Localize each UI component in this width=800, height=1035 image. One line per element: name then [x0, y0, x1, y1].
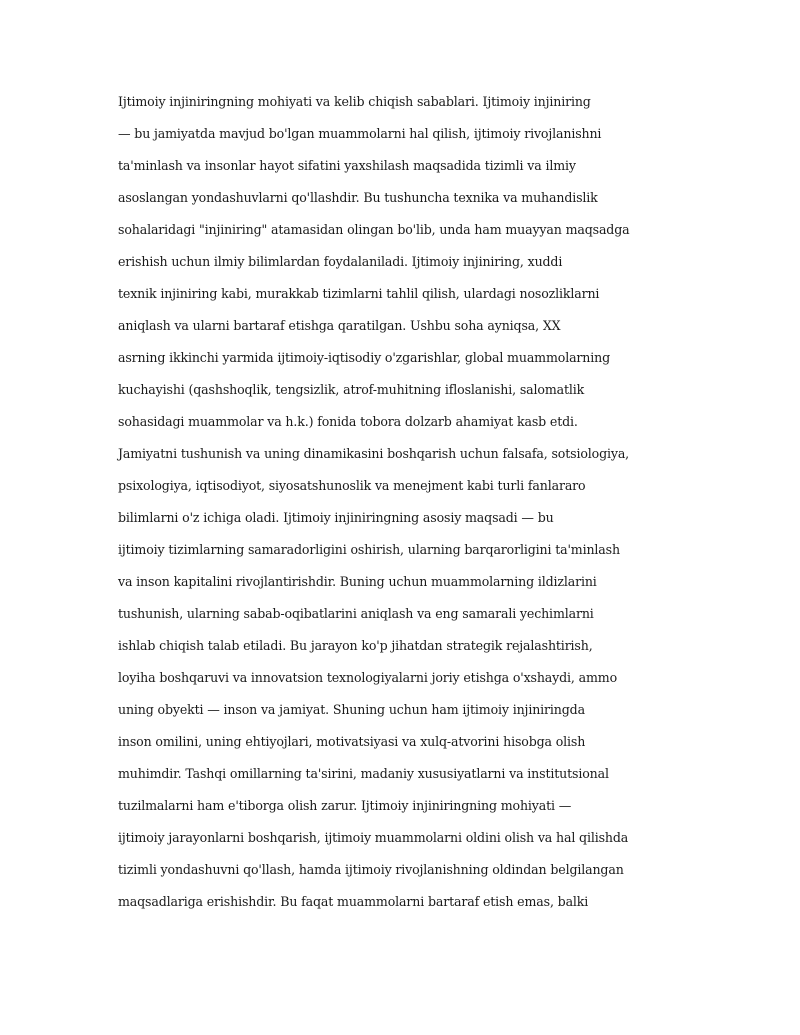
text-line: tushunish, ularning sabab-oqibatlarini aniqlash va eng samarali yechimlarni	[118, 606, 594, 621]
text-line: ijtimoiy tizimlarning samaradorligini oshirish, ularning barqarorligini ta'minlash	[118, 542, 620, 557]
text-line: — bu jamiyatda mavjud bo'lgan muammolarni hal qilish, ijtimoiy rivojlanishni	[118, 126, 602, 141]
text-line: ishlab chiqish talab etiladi. Bu jarayon ko'p jihatdan strategik rejalashtirish,	[118, 638, 593, 653]
text-line: ta'minlash va insonlar hayot sifatini yaxshilash maqsadida tizimli va ilmiy	[118, 158, 576, 173]
text-line: Ijtimoiy injiniringning mohiyati va kelib chiqish sabablari. Ijtimoiy injiniring	[118, 94, 591, 109]
body-text	[118, 92, 718, 924]
text-line: aniqlash va ularni bartaraf etishga qaratilgan. Ushbu soha ayniqsa, XX	[118, 318, 561, 333]
text-line: tuzilmalarni ham e'tiborga olish zarur. Ijtimoiy injiniringning mohiyati —	[118, 798, 572, 813]
text-line: inson omilini, uning ehtiyojlari, motivatsiyasi va xulq-atvorini hisobga olish	[118, 734, 586, 749]
text-line: Jamiyatni tushunish va uning dinamikasini boshqarish uchun falsafa, sotsiologiya,	[118, 446, 630, 461]
text-line: asrning ikkinchi yarmida ijtimoiy-iqtisodiy o'zgarishlar, global muammolarning	[118, 350, 611, 365]
text-line: uning obyekti — inson va jamiyat. Shuning uchun ham ijtimoiy injiniringda	[118, 702, 585, 717]
text-line: sohasidagi muammolar va h.k.) fonida tobora dolzarb ahamiyat kasb etdi.	[118, 414, 578, 429]
text-line: asoslangan yondashuvlarni qo'llashdir. Bu tushuncha texnika va muhandislik	[118, 190, 598, 205]
text-line: texnik injiniring kabi, murakkab tizimlarni tahlil qilish, ulardagi nosozliklarni	[118, 286, 600, 301]
text-line: kuchayishi (qashshoqlik, tengsizlik, atrof-muhitning ifloslanishi, salomatlik	[118, 382, 585, 397]
text-line: sohalaridagi "injiniring" atamasidan olingan bo'lib, unda ham muayyan maqsadga	[118, 222, 630, 237]
text-line: loyiha boshqaruvi va innovatsion texnologiyalarni joriy etishga o'xshaydi, ammo	[118, 670, 618, 685]
text-line: bilimlarni o'z ichiga oladi. Ijtimoiy injiniringning asosiy maqsadi — bu	[118, 510, 554, 525]
text-line: ijtimoiy jarayonlarni boshqarish, ijtimoiy muammolarni oldini olish va hal qilishda	[118, 830, 629, 845]
text-line: muhimdir. Tashqi omillarning ta'sirini, madaniy xususiyatlarni va institutsional	[118, 766, 609, 781]
text-line: erishish uchun ilmiy bilimlardan foydalaniladi. Ijtimoiy injiniring, xuddi	[118, 254, 563, 269]
text-line: maqsadlariga erishishdir. Bu faqat muammolarni bartaraf etish emas, balki	[118, 894, 589, 909]
text-line: psixologiya, iqtisodiyot, siyosatshunoslik va menejment kabi turli fanlararo	[118, 478, 586, 493]
text-line: va inson kapitalini rivojlantirishdir. Buning uchun muammolarning ildizlarini	[118, 574, 597, 589]
text-line: tizimli yondashuvni qo'llash, hamda ijtimoiy rivojlanishning oldindan belgilangan	[118, 862, 624, 877]
